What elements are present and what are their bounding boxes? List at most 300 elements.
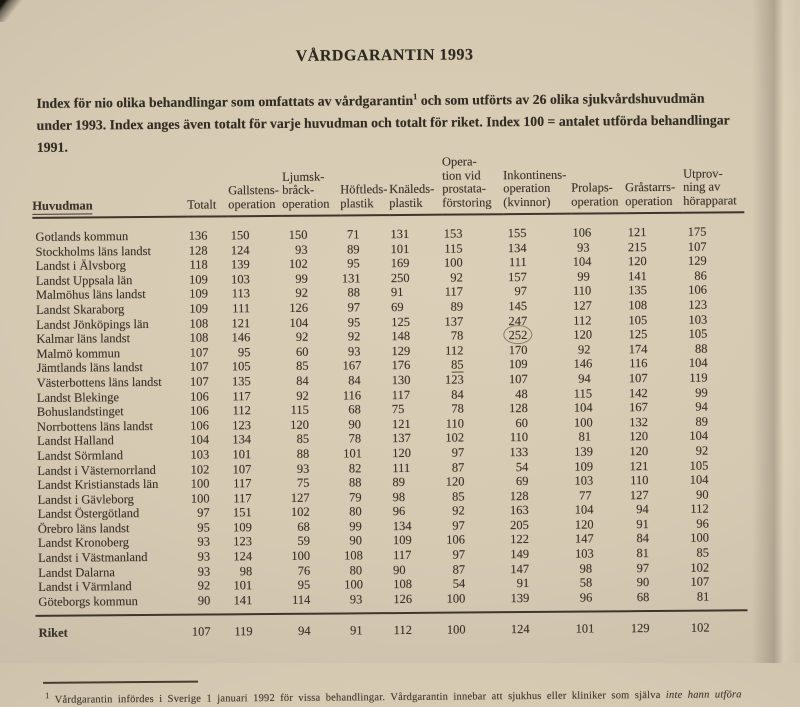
index-value-text: 101 (232, 447, 252, 462)
index-value-text: 150 (288, 227, 308, 242)
index-value (228, 216, 282, 243)
index-value-text: 90 (349, 533, 362, 548)
index-value (341, 300, 390, 315)
index-value-text: 109 (233, 520, 252, 535)
index-value (283, 315, 341, 330)
index-value-text: 110 (630, 473, 649, 488)
index-value-text: 141 (628, 268, 647, 283)
index-value (231, 549, 285, 564)
index-value-text: 84 (348, 373, 361, 388)
index-value-text: 112 (690, 501, 709, 517)
index-value-text: 125 (628, 327, 648, 342)
index-value (284, 476, 342, 491)
index-value-text: 146 (231, 330, 251, 345)
index-value-text: 100 (446, 622, 466, 638)
index-value (683, 212, 744, 239)
index-value-text: 90 (348, 417, 362, 432)
index-value (341, 329, 390, 344)
index-value-text: 121 (627, 225, 647, 240)
index-value-text: 97 (451, 445, 465, 460)
index-value (628, 575, 686, 590)
index-value (285, 519, 343, 534)
row-label: Landst Östergötland (37, 506, 140, 522)
index-value (686, 502, 747, 517)
index-value (231, 520, 285, 535)
column-header-6: Inkontinens- operation (kvinnor) (503, 155, 571, 215)
index-value-text: 107 (687, 239, 707, 254)
index-value-text: 58 (579, 575, 593, 590)
index-value-text: 131 (390, 226, 410, 242)
index-value-text: 121 (629, 458, 649, 473)
column-header-huvudman (32, 158, 187, 218)
row-label: Jämtlands läns landst (36, 360, 143, 376)
index-value-text: 92 (197, 578, 211, 593)
index-value (625, 213, 683, 240)
index-value-text: 48 (515, 386, 528, 401)
index-value (506, 518, 574, 533)
index-value (505, 445, 573, 460)
index-value (572, 298, 626, 313)
index-value-text: 89 (392, 475, 406, 490)
index-value-text: 107 (189, 374, 209, 389)
index-value (574, 517, 628, 532)
index-value-text: 117 (391, 387, 411, 402)
index-value-text: 131 (341, 271, 361, 286)
index-value-text: 114 (292, 592, 311, 607)
index-value (188, 360, 229, 375)
index-value-text: 123 (444, 372, 464, 387)
index-value (686, 589, 747, 611)
index-value (445, 533, 506, 548)
index-value (343, 614, 392, 640)
row-label: Landst Skaraborg (36, 302, 125, 317)
index-value (188, 345, 229, 360)
index-value-text: 119 (234, 624, 253, 639)
index-value-text: 127 (573, 298, 592, 313)
index-value (685, 458, 746, 473)
index-value (188, 301, 229, 316)
index-value-text: 153 (443, 226, 463, 241)
index-value-text: 94 (636, 502, 649, 517)
index-value (573, 400, 627, 415)
index-value (573, 459, 627, 474)
index-value-text: 129 (630, 621, 650, 636)
index-value-text: 104 (572, 254, 592, 269)
index-value-text: 68 (297, 519, 310, 534)
row-label: Landst Dalarna (38, 564, 115, 580)
index-value (627, 385, 685, 400)
index-value-text: 112 (445, 343, 464, 358)
index-value (343, 577, 392, 592)
index-value-text: 92 (295, 329, 309, 344)
index-value-text: 60 (515, 415, 529, 430)
index-value-text: 100 (446, 591, 466, 606)
index-value (626, 342, 684, 357)
index-value-text: 107 (189, 345, 209, 360)
index-value-text: 92 (347, 329, 361, 344)
index-value-text: 108 (393, 577, 413, 592)
index-value-text: 101 (343, 446, 363, 461)
index-value-text: 134 (232, 432, 252, 447)
index-value (342, 417, 391, 432)
index-value (342, 446, 391, 461)
index-value (627, 444, 685, 459)
index-value-text: 102 (190, 462, 210, 477)
index-value (573, 371, 627, 386)
index-value-text: 109 (189, 301, 209, 316)
index-value-text: 109 (508, 357, 528, 372)
index-value (343, 592, 392, 614)
index-value (626, 269, 684, 284)
index-value (628, 517, 686, 532)
row-label: Landst Blekinge (36, 389, 120, 405)
index-value-text: 93 (197, 564, 211, 579)
index-value (506, 576, 574, 591)
index-value-text: 99 (295, 271, 308, 286)
intro-line3: 1991. (36, 139, 68, 155)
index-value-text: 100 (190, 491, 210, 506)
index-value-text: 145 (508, 298, 528, 314)
index-value-text: 85 (450, 357, 464, 372)
index-value (445, 489, 506, 504)
index-value-text: 123 (233, 534, 252, 549)
index-value (392, 613, 445, 639)
index-value (392, 519, 445, 534)
row-label: Norrbottens läns landst (36, 418, 154, 434)
index-value (574, 488, 628, 503)
index-value-text: 54 (452, 576, 466, 591)
index-value-text: 120 (392, 445, 412, 460)
index-value (505, 459, 573, 474)
index-value (684, 253, 745, 268)
index-value-text: 100 (190, 476, 210, 491)
row-label: Landst Kristianstads län (37, 477, 159, 492)
index-value-text: 92 (450, 270, 463, 285)
index-value (390, 314, 443, 329)
index-value (390, 285, 443, 300)
index-value-text: 90 (393, 562, 406, 577)
index-value (285, 578, 343, 593)
index-value (283, 242, 341, 257)
index-value-text: 79 (349, 489, 362, 505)
index-value (574, 590, 628, 612)
index-value-text: 107 (508, 371, 528, 387)
index-value (627, 371, 685, 386)
index-value (445, 547, 506, 562)
index-value (189, 389, 230, 404)
index-value (686, 611, 747, 637)
index-value-text: 149 (510, 547, 530, 562)
index-value (685, 443, 746, 458)
index-value-text: 99 (695, 385, 708, 400)
index-value-text: 105 (688, 326, 708, 341)
index-value-text: 104 (573, 400, 593, 415)
intro-line1-after: och som utförts av 26 olika sjukvårdshuvudmän (417, 90, 705, 108)
index-value-text: 250 (390, 270, 410, 285)
index-value-text: 122 (510, 532, 529, 547)
index-value (188, 243, 229, 258)
index-value-text: 126 (289, 300, 309, 315)
index-value (627, 473, 685, 488)
index-value-text: 127 (629, 487, 649, 502)
index-value-text: 102 (690, 621, 710, 636)
index-value-text: 129 (391, 343, 411, 358)
index-value (341, 271, 390, 286)
index-value (285, 490, 343, 505)
index-value-text: 99 (349, 519, 362, 534)
index-value-text: 91 (350, 623, 363, 638)
index-value (229, 359, 283, 374)
index-value (392, 533, 445, 548)
index-value (342, 475, 391, 490)
index-value (343, 519, 392, 534)
index-value (626, 283, 684, 298)
index-value (506, 612, 574, 638)
index-value (231, 534, 285, 549)
index-value-text: 105 (689, 458, 709, 473)
index-value-text: 104 (574, 502, 594, 517)
index-value-text: 120 (627, 254, 647, 269)
table-header-row (32, 153, 744, 218)
index-value-text: 101 (390, 241, 410, 256)
index-value-text: 93 (295, 242, 308, 257)
index-value-text: 87 (451, 460, 465, 475)
index-value (188, 331, 229, 346)
index-value (684, 356, 745, 371)
index-value (628, 546, 686, 561)
index-value (189, 403, 230, 418)
index-value-text: 117 (392, 547, 412, 563)
index-value-text: 120 (290, 417, 310, 432)
index-value-text: 97 (514, 284, 528, 299)
index-value-text: 96 (392, 504, 406, 519)
index-value (686, 575, 747, 590)
index-value-text: 100 (344, 577, 364, 592)
index-value-text: 100 (291, 548, 311, 563)
index-value (627, 400, 685, 415)
index-value-text: 96 (579, 590, 593, 605)
index-value-text: 78 (348, 431, 362, 446)
index-value (284, 403, 342, 418)
index-value (628, 590, 686, 612)
index-value-text: 150 (230, 228, 250, 243)
index-value (505, 372, 573, 387)
index-value (285, 563, 343, 578)
index-value (443, 299, 504, 314)
index-value (389, 215, 442, 242)
total-row (36, 611, 748, 642)
index-value-text: 81 (696, 589, 710, 604)
index-value (505, 415, 573, 430)
index-value (341, 315, 390, 330)
index-value-text: 110 (445, 416, 465, 431)
index-value (506, 503, 574, 518)
index-value (231, 491, 285, 506)
index-value (343, 563, 392, 578)
index-value-text: 77 (579, 488, 592, 503)
index-value (506, 590, 574, 612)
row-label: Landst Kronoberg (37, 535, 130, 551)
index-value (626, 327, 684, 342)
row-label: Landst Jönköpings län (36, 316, 149, 332)
index-value (229, 272, 283, 287)
index-value (573, 386, 627, 401)
index-value-text: 115 (573, 386, 593, 401)
index-value (445, 503, 506, 518)
index-value-text: 106 (446, 532, 465, 548)
index-value (391, 460, 444, 475)
index-value-text: 107 (628, 370, 648, 386)
index-value (340, 215, 389, 242)
index-value-text: 92 (577, 342, 591, 357)
index-value-text: 134 (507, 240, 527, 255)
index-value (190, 549, 231, 564)
index-value (685, 385, 746, 400)
index-value (572, 313, 626, 328)
index-value (342, 431, 391, 446)
index-value (391, 373, 444, 388)
index-value-text: 104 (689, 428, 709, 444)
index-value (573, 415, 627, 430)
index-value-text: 135 (231, 374, 251, 389)
index-value-text: 169 (390, 256, 410, 271)
index-value-text: 139 (510, 590, 530, 605)
index-value-text: 175 (687, 224, 707, 239)
index-value (190, 579, 231, 594)
index-value-text: 132 (629, 414, 649, 429)
index-value (443, 328, 504, 343)
index-value (285, 505, 343, 520)
index-value (392, 562, 445, 577)
index-value-text: 106 (189, 389, 209, 404)
index-value (284, 373, 342, 388)
index-value-text: 93 (347, 344, 361, 359)
index-value (231, 564, 285, 579)
index-value-text: 85 (296, 432, 310, 447)
index-value-text: 108 (189, 330, 209, 345)
index-value-text: 123 (232, 417, 252, 433)
index-value (284, 417, 342, 432)
index-value-text: 107 (189, 359, 209, 375)
index-value (189, 433, 230, 448)
index-value-text: 93 (296, 461, 310, 476)
index-value-text: 89 (695, 414, 709, 429)
index-value-text: 94 (695, 399, 708, 414)
index-value (444, 430, 505, 445)
index-value-text: 54 (515, 459, 529, 474)
index-value (505, 401, 573, 416)
index-value-text: 87 (452, 562, 466, 577)
index-value (686, 516, 747, 531)
index-value-text: 98 (239, 563, 253, 578)
index-value (283, 257, 341, 272)
index-value-text: 90 (696, 487, 709, 502)
index-value (341, 344, 390, 359)
index-value-text: 93 (577, 240, 590, 255)
index-value (684, 326, 745, 341)
index-value (190, 506, 231, 521)
index-value (284, 461, 342, 476)
index-value-text: 75 (296, 475, 310, 490)
index-value (574, 532, 628, 547)
index-value (190, 564, 231, 579)
index-value-text: 95 (197, 520, 210, 535)
index-value-text: 102 (690, 560, 710, 575)
index-value-text: 98 (579, 561, 593, 576)
index-value (229, 243, 283, 258)
index-value (443, 255, 504, 270)
index-value (285, 549, 343, 564)
treatment-index-table (32, 153, 748, 642)
index-value (627, 414, 685, 429)
index-value (443, 270, 504, 285)
index-value-text: 134 (392, 518, 412, 533)
index-value-text: 147 (510, 561, 530, 576)
index-value-text: 104 (688, 355, 708, 371)
index-value-text: 127 (290, 490, 310, 505)
index-value (442, 214, 503, 241)
index-value (229, 301, 283, 316)
index-value-text: 109 (574, 458, 594, 474)
index-value-text: 89 (347, 241, 360, 257)
index-value (189, 447, 230, 462)
index-value-text: 109 (189, 272, 208, 287)
index-value (572, 240, 626, 255)
index-value-text: 97 (347, 300, 361, 315)
index-value (626, 312, 684, 327)
index-value (684, 341, 745, 356)
index-value-text: 163 (509, 503, 529, 518)
index-value-text: 105 (231, 359, 251, 374)
index-value (229, 257, 283, 272)
index-value-text: 215 (627, 239, 647, 254)
index-value (391, 431, 444, 446)
index-value (341, 358, 390, 373)
index-value-text: 108 (189, 316, 209, 331)
index-value (686, 487, 747, 502)
index-value (343, 534, 392, 549)
index-value (506, 547, 574, 562)
index-value-text: 136 (188, 228, 208, 243)
index-value-text: 247 (508, 313, 528, 328)
index-value (283, 300, 341, 315)
index-value-text: 148 (391, 329, 411, 344)
index-value (506, 561, 574, 576)
index-value (390, 343, 443, 358)
index-value (343, 504, 392, 519)
index-value-text: 112 (573, 313, 592, 328)
index-value (572, 342, 626, 357)
intro-line1-before: Index för nio olika behandlingar som omfattats av vårdgarantin (36, 92, 414, 111)
index-value-text: 104 (289, 315, 309, 330)
intro-paragraph (36, 87, 771, 159)
index-value (443, 314, 504, 329)
index-value (188, 287, 229, 302)
index-value (390, 270, 443, 285)
index-value-text: 97 (452, 547, 466, 562)
index-value (391, 402, 444, 417)
index-value (283, 271, 341, 286)
index-value (572, 269, 626, 284)
index-value (444, 445, 505, 460)
index-value (230, 418, 284, 433)
index-value (445, 613, 506, 639)
index-value (190, 491, 231, 506)
index-value (684, 283, 745, 298)
index-value-text: 84 (636, 531, 649, 546)
index-value (685, 472, 746, 487)
index-value (628, 560, 686, 575)
